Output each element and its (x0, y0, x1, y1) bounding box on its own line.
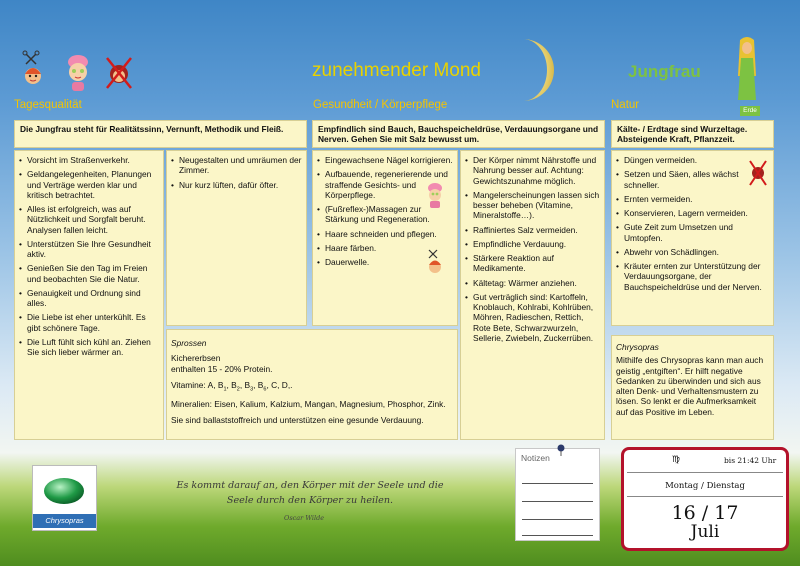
sprossen-protein: enthalten 15 - 20% Protein. (171, 363, 273, 374)
virgo-symbol-icon: ♍ (672, 455, 681, 465)
moon-phase-title: zunehmender Mond (312, 60, 481, 81)
calendar-until: bis 21:42 Uhr (724, 456, 777, 465)
natur-summary: Kälte- / Erdtage sind Wurzeltage. Absteigende Kraft, Pflanzzeit. (611, 120, 774, 148)
list-item: • Genießen Sie den Tag im Freien und beobachten Sie die Natur. (18, 263, 160, 284)
list-item: • Kältetag: Wärmer anziehen. (464, 278, 601, 288)
sprossen-name: Kichererbsen (171, 353, 221, 364)
list-item: • Alles ist erfolgreich, was auf Nützlichkeit und Sorgfalt beruht. Analysen fallen leicht. (18, 204, 160, 235)
calendar-divider (627, 496, 783, 497)
tagesqualitaet-list-2 (166, 150, 307, 326)
section-title-gesundheit: Gesundheit / Körperpflege (313, 99, 448, 111)
haircut-scissors-icon (20, 50, 46, 90)
sprossen-vitamine: Vitamine: A, $B_1$, $B_2$, $B_3$, $B_6$, C, D,. (171, 379, 293, 393)
list-item: • Raffiniertes Salz vermeiden. (464, 225, 601, 235)
sprossen-note: Sie sind ballaststoffreich und unterstützen eine gesunde Verdauung. (171, 415, 424, 426)
list-item: • Neugestalten und umräumen der Zimmer. (170, 155, 303, 176)
sprossen-panel (166, 329, 458, 440)
list-item: • Aufbauende, regenerierende und straffende Gesichts- und Körperpflege. (316, 169, 454, 200)
list-item: • Die Luft fühlt sich kühl an. Ziehen Sie sich lieber wärmer an. (18, 337, 160, 358)
list-item: • Gute Zeit zum Umsetzen und Umtopfen. (615, 222, 770, 243)
natur-list (611, 150, 774, 326)
chrysopras-text: Mithilfe des Chrysopras kann man auch geistig „entgiften“. Er hilft negative Gedanken zu überwinden und sich aus alten Denk- und Verhaltensmustern zu lösen. So lenkt er die Aufmerksamkeit auf das Positive im Leben. (616, 355, 764, 417)
chrysopras-stone-card (32, 465, 97, 531)
gesundheit-list-2 (460, 150, 605, 440)
no-fertilizer-icon (748, 157, 768, 189)
calendar-card (621, 447, 789, 551)
list-item: • Haare färben. (316, 243, 454, 253)
tagesqualitaet-list-1 (14, 150, 164, 440)
chrysopras-panel (611, 335, 774, 440)
notes-line (522, 519, 593, 520)
virgo-figure-icon (734, 36, 760, 108)
chrysopras-stone-icon (33, 466, 96, 512)
face-mask-small-icon (425, 181, 445, 211)
list-item: • Geldangelegenheiten, Planungen und Verträge werden klar und kritisch betrachtet. (18, 169, 160, 200)
gesundheit-summary: Empfindlich sind Bauch, Bauchspeicheldrüse, Verdauungsorgane und Nerven. Gehen Sie mit Salz bewusst um. (312, 120, 605, 148)
tagesqualitaet-summary: Die Jungfrau steht für Realitätssinn, Vernunft, Methodik und Fleiß. (14, 120, 307, 148)
list-item: • Der Körper nimmt Nährstoffe und Nahrung besser auf. Achtung: Gewichtszunahme möglich. (464, 155, 601, 186)
notes-line (522, 483, 593, 484)
sprossen-mineralien: Mineralien: Eisen, Kalium, Kalzium, Mangan, Magnesium, Phosphor, Zink. (171, 399, 446, 410)
notes-line (522, 535, 593, 536)
list-item: • Kräuter ernten zur Unterstützung der Verdauungsorgane, der Bauchspeicheldrüse und der Nerven. (615, 261, 770, 292)
gesundheit-list-1 (312, 150, 458, 326)
list-item: • Abwehr von Schädlingen. (615, 247, 770, 257)
quote-line-1: Es kommt darauf an, den Körper mit der Seele und die (176, 480, 444, 491)
pin-icon (556, 443, 566, 461)
list-item: • Konservieren, Lagern vermeiden. (615, 208, 770, 218)
list-item: • Haare schneiden und pflegen. (316, 229, 454, 239)
chrysopras-stone-label: Chrysopras (33, 514, 96, 528)
section-title-tagesqualitaet: Tagesqualität (14, 99, 82, 111)
list-item: • Genauigkeit und Ordnung sind alles. (18, 288, 160, 309)
zodiac-sign-title: Jungfrau (628, 62, 701, 81)
list-item: • Gut verträglich sind: Kartoffeln, Knoblauch, Kohlrabi, Kohlrüben, Möhren, Radieschen, Rettich, Rote Bete, Schwarzwurzeln, Sellerie, Zwiebeln, Zuckerrüben. (464, 292, 601, 343)
chrysopras-title: Chrysopras (616, 342, 659, 352)
section-title-natur: Natur (611, 99, 640, 111)
calendar-date: 16 / 17 (671, 502, 739, 524)
calendar-month: Juli (690, 522, 720, 542)
notes-title: Notizen (521, 453, 550, 463)
list-item: • Dauerwelle. (316, 257, 454, 267)
quote-line-2: Seele durch den Körper zu heilen. (226, 494, 394, 506)
calendar-weekday: Montag / Dienstag (665, 481, 745, 491)
list-item: • Setzen und Säen, alles wächst schneller. (615, 169, 770, 190)
quote-author: Oscar Wilde (284, 514, 325, 522)
list-item: • Nur kurz lüften, dafür öfter. (170, 180, 303, 190)
list-item: • Mangelerscheinungen lassen sich besser beheben (Vitamine, Mineralstoffe…). (464, 190, 601, 221)
list-item: • Empfindliche Verdauung. (464, 239, 601, 249)
list-item: • (Fußreflex-)Massagen zur Stärkung und Regeneration. (316, 204, 454, 225)
element-badge: Erde (740, 106, 760, 116)
list-item: • Vorsicht im Straßenverkehr. (18, 155, 160, 165)
sprossen-title: Sprossen (171, 338, 207, 348)
list-item: • Unterstützen Sie Ihre Gesundheit aktiv. (18, 239, 160, 260)
face-mask-woman-icon (64, 52, 92, 92)
notes-line (522, 501, 593, 502)
no-perm-icon (104, 50, 134, 92)
list-item: • Ernten vermeiden. (615, 194, 770, 204)
quote (160, 479, 460, 509)
moon-crescent-icon (505, 37, 561, 103)
calendar-sign-row (624, 455, 786, 469)
list-item: • Eingewachsene Nägel korrigieren. (316, 155, 454, 165)
haircut-small-icon (425, 247, 445, 279)
notes-card[interactable] (515, 448, 600, 541)
list-item: • Düngen vermeiden. (615, 155, 770, 165)
calendar-divider (627, 472, 783, 473)
list-item: • Die Liebe ist eher unterkühlt. Es gibt schönere Tage. (18, 312, 160, 333)
list-item: • Stärkere Reaktion auf Medikamente. (464, 253, 601, 274)
